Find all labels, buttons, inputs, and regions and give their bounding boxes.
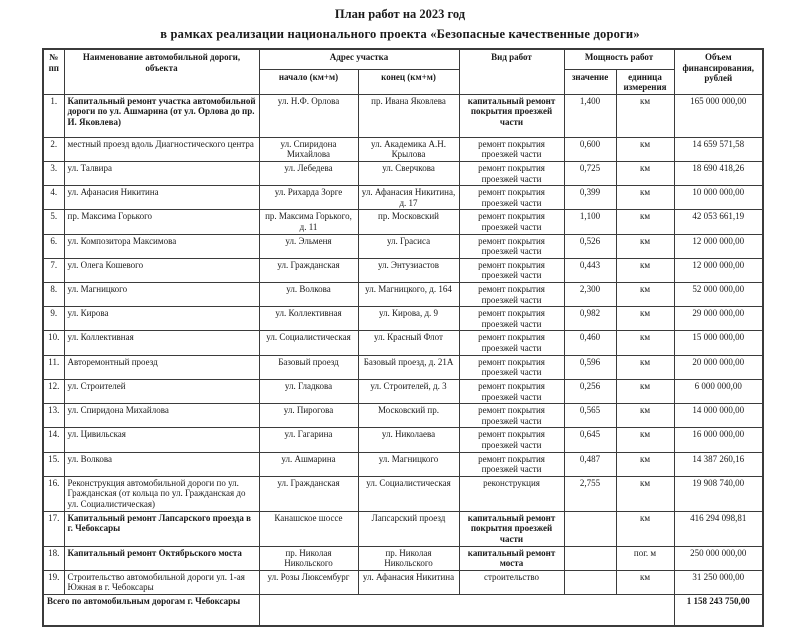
cell-addr-end: пр. Ивана Яковлева [358,94,459,137]
cell-road-name: ул. Волкова [64,452,259,476]
cell-road-name: Капитальный ремонт Лапсарского проезда в г. Чебоксары [64,511,259,546]
cell-unit: км [616,511,674,546]
cell-num: 1. [43,94,64,137]
cell-addr-end: пр. Николая Никольского [358,546,459,570]
cell-funding: 14 659 571,58 [674,137,763,161]
cell-addr-end: ул. Кирова, д. 9 [358,307,459,331]
cell-work-type: ремонт покрытия проезжей части [459,379,564,403]
cell-unit: км [616,570,674,594]
cell-addr-end: Московский пр. [358,404,459,428]
cell-value [564,546,616,570]
cell-unit: км [616,428,674,452]
header-capacity-unit: единица измерения [616,69,674,94]
cell-unit: км [616,355,674,379]
table-header [43,49,763,94]
cell-work-type: ремонт покрытия проезжей части [459,283,564,307]
cell-road-name: ул. Талвира [64,161,259,185]
cell-value: 2,755 [564,476,616,511]
table-row [43,161,763,185]
cell-work-type: капитальный ремонт моста [459,546,564,570]
table-row [43,186,763,210]
cell-funding: 31 250 000,00 [674,570,763,594]
cell-funding: 42 053 661,19 [674,210,763,234]
cell-funding: 29 000 000,00 [674,307,763,331]
cell-work-type: ремонт покрытия проезжей части [459,234,564,258]
title-block [0,0,800,42]
cell-value: 1,400 [564,94,616,137]
cell-road-name: Авторемонтный проезд [64,355,259,379]
cell-addr-end: ул. Энтузиастов [358,258,459,282]
table-row [43,404,763,428]
cell-num: 8. [43,283,64,307]
cell-value: 2,300 [564,283,616,307]
header-work-type: Вид работ [459,49,564,94]
cell-funding: 52 000 000,00 [674,283,763,307]
cell-unit: км [616,452,674,476]
work-plan-table [42,48,764,627]
table-row [43,283,763,307]
cell-addr-start: ул. Гладкова [259,379,358,403]
cell-addr-start: ул. Волкова [259,283,358,307]
cell-road-name: Капитальный ремонт Октябрьского моста [64,546,259,570]
cell-addr-end: пр. Московский [358,210,459,234]
header-name: Наименование автомобильной дороги, объекта [64,49,259,94]
cell-num: 4. [43,186,64,210]
cell-work-type: строительство [459,570,564,594]
header-address-start: начало (км+м) [259,69,358,94]
cell-road-name: ул. Строителей [64,379,259,403]
header-capacity: Мощность работ [564,49,674,69]
cell-value: 0,460 [564,331,616,355]
cell-unit: км [616,234,674,258]
cell-addr-start: Канашское шоссе [259,511,358,546]
cell-addr-start: пр. Николая Никольского [259,546,358,570]
cell-value: 0,443 [564,258,616,282]
cell-unit: пог. м [616,546,674,570]
cell-num: 17. [43,511,64,546]
cell-value: 0,982 [564,307,616,331]
cell-work-type: ремонт покрытия проезжей части [459,161,564,185]
cell-unit: км [616,210,674,234]
cell-addr-start: ул. Рихарда Зорге [259,186,358,210]
cell-road-name: местный проезд вдоль Диагностического центра [64,137,259,161]
total-row [43,595,763,626]
cell-addr-start: ул. Эльменя [259,234,358,258]
cell-road-name: ул. Композитора Максимова [64,234,259,258]
cell-work-type: ремонт покрытия проезжей части [459,355,564,379]
cell-value: 1,100 [564,210,616,234]
cell-road-name: ул. Кирова [64,307,259,331]
cell-funding: 6 000 000,00 [674,379,763,403]
cell-num: 7. [43,258,64,282]
header-address: Адрес участка [259,49,459,69]
cell-addr-start: Базовый проезд [259,355,358,379]
cell-addr-end: ул. Социалистическая [358,476,459,511]
table-row [43,570,763,594]
cell-addr-end: Лапсарский проезд [358,511,459,546]
cell-work-type: ремонт покрытия проезжей части [459,307,564,331]
cell-road-name: Строительство автомобильной дороги ул. 1-ая Южная в г. Чебоксары [64,570,259,594]
cell-value: 0,487 [564,452,616,476]
cell-unit: км [616,94,674,137]
cell-num: 14. [43,428,64,452]
cell-work-type: ремонт покрытия проезжей части [459,428,564,452]
cell-funding: 20 000 000,00 [674,355,763,379]
cell-funding: 250 000 000,00 [674,546,763,570]
cell-addr-end: ул. Магницкого, д. 164 [358,283,459,307]
cell-num: 2. [43,137,64,161]
cell-addr-start: ул. Н.Ф. Орлова [259,94,358,137]
header-funding: Объем финансирования, рублей [674,49,763,94]
table-row [43,452,763,476]
cell-funding: 19 908 740,00 [674,476,763,511]
cell-unit: км [616,307,674,331]
cell-work-type: ремонт покрытия проезжей части [459,186,564,210]
cell-funding: 10 000 000,00 [674,186,763,210]
cell-funding: 18 690 418,26 [674,161,763,185]
cell-addr-start: ул. Гагарина [259,428,358,452]
cell-addr-end: ул. Афанасия Никитина, д. 17 [358,186,459,210]
total-spacer [259,595,674,626]
cell-value: 0,565 [564,404,616,428]
cell-addr-end: ул. Красный Флот [358,331,459,355]
cell-road-name: ул. Спиридона Михайлова [64,404,259,428]
cell-funding: 14 387 260,16 [674,452,763,476]
cell-unit: км [616,379,674,403]
cell-road-name: ул. Цивильская [64,428,259,452]
cell-num: 12. [43,379,64,403]
header-capacity-value: значение [564,69,616,94]
table-row [43,94,763,137]
cell-work-type: ремонт покрытия проезжей части [459,137,564,161]
cell-addr-start: пр. Максима Горького, д. 11 [259,210,358,234]
cell-funding: 14 000 000,00 [674,404,763,428]
cell-road-name: пр. Максима Горького [64,210,259,234]
table-row [43,258,763,282]
cell-road-name: Капитальный ремонт участка автомобильной дороги по ул. Ашмарина (от ул. Орлова до пр. И. Яковлева) [64,94,259,137]
cell-num: 9. [43,307,64,331]
cell-num: 10. [43,331,64,355]
cell-unit: км [616,258,674,282]
cell-addr-start: ул. Гражданская [259,476,358,511]
cell-unit: км [616,161,674,185]
cell-num: 16. [43,476,64,511]
cell-road-name: ул. Афанасия Никитина [64,186,259,210]
cell-num: 15. [43,452,64,476]
table-row [43,511,763,546]
cell-addr-start: ул. Пирогова [259,404,358,428]
table-row [43,137,763,161]
cell-addr-end: ул. Сверчкова [358,161,459,185]
cell-value: 0,399 [564,186,616,210]
cell-work-type: реконструкция [459,476,564,511]
cell-addr-start: ул. Гражданская [259,258,358,282]
cell-addr-end: ул. Магницкого [358,452,459,476]
cell-value: 0,596 [564,355,616,379]
cell-addr-start: ул. Розы Люксембург [259,570,358,594]
cell-num: 19. [43,570,64,594]
cell-funding: 165 000 000,00 [674,94,763,137]
cell-num: 5. [43,210,64,234]
cell-road-name: ул. Коллективная [64,331,259,355]
cell-funding: 15 000 000,00 [674,331,763,355]
cell-addr-end: ул. Николаева [358,428,459,452]
table-row [43,355,763,379]
cell-num: 18. [43,546,64,570]
cell-num: 13. [43,404,64,428]
cell-funding: 12 000 000,00 [674,234,763,258]
cell-work-type: ремонт покрытия проезжей части [459,210,564,234]
cell-addr-start: ул. Коллективная [259,307,358,331]
table-row [43,546,763,570]
cell-value: 0,725 [564,161,616,185]
cell-funding: 12 000 000,00 [674,258,763,282]
cell-unit: км [616,476,674,511]
cell-addr-end: ул. Строителей, д. 3 [358,379,459,403]
cell-unit: км [616,186,674,210]
table-body [43,94,763,594]
cell-num: 3. [43,161,64,185]
cell-road-name: Реконструкция автомобильной дороги по ул. Гражданская (от кольца по ул. Гражданская до ул. Социалистическая) [64,476,259,511]
table-row [43,476,763,511]
table-row [43,210,763,234]
cell-road-name: ул. Магницкого [64,283,259,307]
cell-funding: 416 294 098,81 [674,511,763,546]
cell-work-type: ремонт покрытия проезжей части [459,404,564,428]
cell-addr-end: ул. Академика А.Н. Крылова [358,137,459,161]
cell-value [564,570,616,594]
cell-unit: км [616,137,674,161]
total-funding: 1 158 243 750,00 [674,595,763,626]
cell-addr-start: ул. Спиридона Михайлова [259,137,358,161]
total-label: Всего по автомобильным дорогам г. Чебоксары [43,595,259,626]
document-title: План работ на 2023 год [334,7,466,21]
cell-value: 0,645 [564,428,616,452]
cell-work-type: капитальный ремонт покрытия проезжей части [459,511,564,546]
cell-work-type: ремонт покрытия проезжей части [459,331,564,355]
cell-addr-end: Базовый проезд, д. 21А [358,355,459,379]
table-row [43,379,763,403]
cell-work-type: ремонт покрытия проезжей части [459,258,564,282]
cell-unit: км [616,283,674,307]
header-num: № пп [43,49,64,94]
cell-num: 11. [43,355,64,379]
cell-funding: 16 000 000,00 [674,428,763,452]
cell-addr-start: ул. Лебедева [259,161,358,185]
document-subtitle: в рамках реализации национального проекта «Безопасные качественные дороги» [160,27,640,41]
table-footer [43,595,763,626]
cell-value: 0,600 [564,137,616,161]
table-row [43,234,763,258]
cell-addr-start: ул. Ашмарина [259,452,358,476]
cell-value: 0,256 [564,379,616,403]
cell-unit: км [616,331,674,355]
table-row [43,428,763,452]
table-row [43,331,763,355]
cell-value [564,511,616,546]
table-row [43,307,763,331]
cell-addr-end: ул. Афанасия Никитина [358,570,459,594]
cell-addr-start: ул. Социалистическая [259,331,358,355]
cell-addr-end: ул. Грасиса [358,234,459,258]
cell-work-type: капитальный ремонт покрытия проезжей части [459,94,564,137]
header-address-end: конец (км+м) [358,69,459,94]
cell-num: 6. [43,234,64,258]
cell-work-type: ремонт покрытия проезжей части [459,452,564,476]
cell-road-name: ул. Олега Кошевого [64,258,259,282]
cell-unit: км [616,404,674,428]
cell-value: 0,526 [564,234,616,258]
